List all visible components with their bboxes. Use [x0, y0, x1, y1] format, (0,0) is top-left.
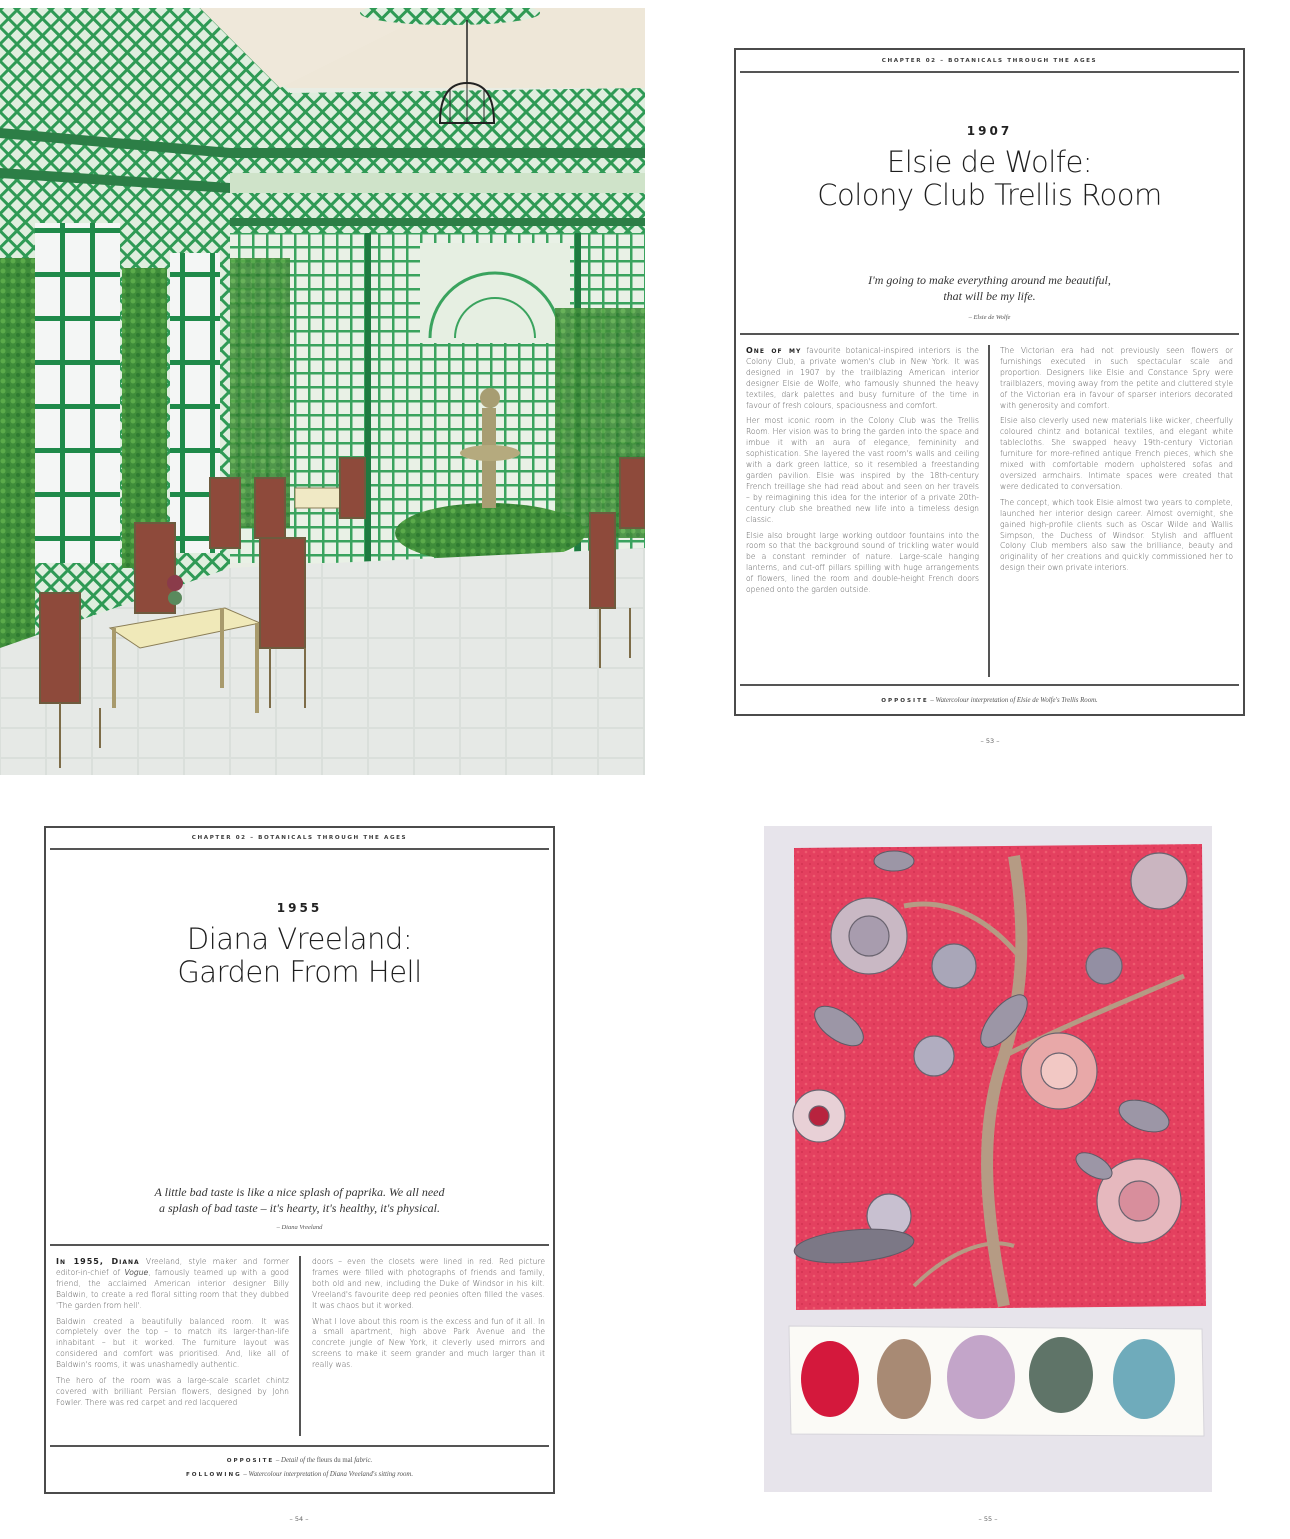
column-divider [299, 1256, 301, 1436]
body-column-right [1000, 346, 1233, 579]
paragraph: What I love about this room is the excess and fun of it all. In a small apartment, high above Park Avenue and the concrete jungle of New York, it cleverly used mirrors and screens to make it seem grander and much larger than it really was. [312, 1316, 545, 1370]
caption-rule [50, 1445, 549, 1447]
quote-attribution: – Elsie de Wolfe [968, 314, 1011, 321]
caption-label: OPPOSITE [881, 698, 929, 704]
pull-quote [736, 272, 1243, 304]
paragraph: The hero of the room was a large-scale scarlet chintz covered with brilliant Persian flowers, designed by John Fowler. There was red carpet and red lacquered [56, 1376, 289, 1407]
caption-following: FOLLOWING – Watercolour interpretation of Diana Vreeland's sitting room. [185, 1471, 414, 1478]
caption-opposite: OPPOSITE – Detail of the fleurs du mal fabric. [226, 1457, 373, 1464]
header-rule [740, 71, 1239, 73]
chapter-year: 1955 [276, 901, 323, 915]
quote-line-2: a splash of bad taste – it's hearty, it's healthy, it's physical. [158, 1201, 441, 1215]
page-number-54: – 54 – [289, 1515, 309, 1523]
page-number-53: – 53 – [980, 737, 1000, 745]
body-column-left [56, 1257, 289, 1414]
page-54-frame [44, 826, 555, 1494]
title-line-1: Diana Vreeland: [186, 922, 413, 956]
paragraph: The concept, which took Elsie almost two years to complete, launched her interior design career. Almost overnight, she gained high-profile clients such as Oscar Wilde and Wallis Simpson, the Duchess of Windsor. Stylish and affluent Colony Club members also saw the brilliance, beauty and originality of her creations and quickly commissioned her to design their own private interiors. [1000, 497, 1233, 573]
caption-opposite: OPPOSITE – Watercolour interpretation of Elsie de Wolfe's Trellis Room. [881, 697, 1098, 704]
quote-line-2: that will be my life. [943, 289, 1036, 303]
body-column-left [746, 346, 979, 601]
paragraph: doors – even the closets were lined in red. Red picture frames were filled with photographs of friends and family, both old and new, including the Duke of Windsor in his kilt. Vreeland's favourite deep red peonies often filled the vases. It was chaos but it worked. [312, 1257, 545, 1310]
body-top-rule [50, 1244, 549, 1246]
paragraph: Her most iconic room in the Colony Club was the Trellis Room. Her vision was to bring the garden into the space and imbue it with an aura of elegance, femininity and sophistication. She layered the vast room's walls and ceiling with a dark green lattice, so it resembled a freestanding garden pavilion. Elsie was inspired by the 18th-century French treillage she had read about and seen on her travels – by reimagining this idea for the interior of a private 20th-century club she breathed new life into a timeless design classic. [746, 416, 979, 524]
caption-label: FOLLOWING [185, 1472, 242, 1478]
running-head: CHAPTER 02 – BOTANICALS THROUGH THE AGES [881, 58, 1098, 64]
quote-line-1: I'm going to make everything around me beautiful, [868, 273, 1111, 287]
paragraph: In 1955, Diana Vreeland, style maker and former editor-in-chief of Vogue, famously teamed up with a good friend, the acclaimed American interior designer Billy Baldwin, to create a red floral sitting room that they dubbed 'The garden from hell'. [56, 1257, 289, 1310]
paragraph: Elsie also brought large working outdoor fountains into the room so that the background sound of trickling water would be a constant reminder of nature. Large-scale hanging lanterns, and cut-off pillars spilling with huge arrangements of flowers, lined the room and double-height French doors opened onto the garden outside. [746, 530, 979, 595]
page-title [736, 146, 1243, 212]
pull-quote [46, 1184, 553, 1216]
quote-line-1: A little bad taste is like a nice splash of paprika. We all need [154, 1185, 445, 1199]
paragraph: Baldwin created a beautifully balanced room. It was completely over the top – to match its larger-than-life inhabitant – but it worked. The furniture layout was considered and comfort was prioritised. And, like all of Baldwin's rooms, it was unashamedly authentic. [56, 1316, 289, 1370]
title-line-1: Elsie de Wolfe: [886, 145, 1093, 179]
caption-label: OPPOSITE [226, 1458, 275, 1464]
body-column-right [312, 1257, 545, 1376]
header-rule [50, 848, 549, 850]
paragraph: One of my favourite botanical-inspired interiors is the Colony Club, a private women's club in New York. It was designed in 1907 by the trailblazing American interior designer Elsie de Wolfe, who famously shunned the heavy textiles, dark palettes and busy furniture of the time in favour of fresh colours, spaciousness and comfort. [746, 346, 979, 410]
chapter-year: 1907 [966, 124, 1013, 138]
title-line-2: Garden From Hell [177, 955, 422, 989]
lead-in: In 1955, Diana [56, 1257, 140, 1266]
title-line-2: Colony Club Trellis Room [817, 178, 1162, 212]
trellis-room-illustration [0, 8, 645, 775]
column-divider [988, 345, 990, 677]
paragraph: Elsie also cleverly used new materials like wicker, cheerfully coloured chintz and botanical textiles, and elegant white tablecloths. She swapped heavy 19th-century Victorian furniture for more-refined antique French pieces, which she mixed with comfortable modern upholstered sofas and oversized armchairs. Intimate spaces were created that were dedicated to conversation. [1000, 416, 1233, 491]
running-head: CHAPTER 02 – BOTANICALS THROUGH THE AGES [191, 835, 408, 841]
page-53-frame [734, 48, 1245, 716]
paragraph: The Victorian era had not previously seen flowers or furnishings executed in such spectacular scale and proportion. Designers like Elsie and Constance Spry were trailblazers, moving away from the petite and cluttered style of the Victorian era in favour of sparser interiors decorated with generosity and comfort. [1000, 346, 1233, 410]
page-number-55: – 55 – [978, 1515, 998, 1523]
caption-rule [740, 684, 1239, 686]
body-top-rule [740, 333, 1239, 335]
fabric-illustration [764, 826, 1212, 1492]
quote-attribution: – Diana Vreeland [276, 1224, 323, 1231]
page-title [46, 923, 553, 989]
lead-in: One of my [746, 346, 802, 355]
